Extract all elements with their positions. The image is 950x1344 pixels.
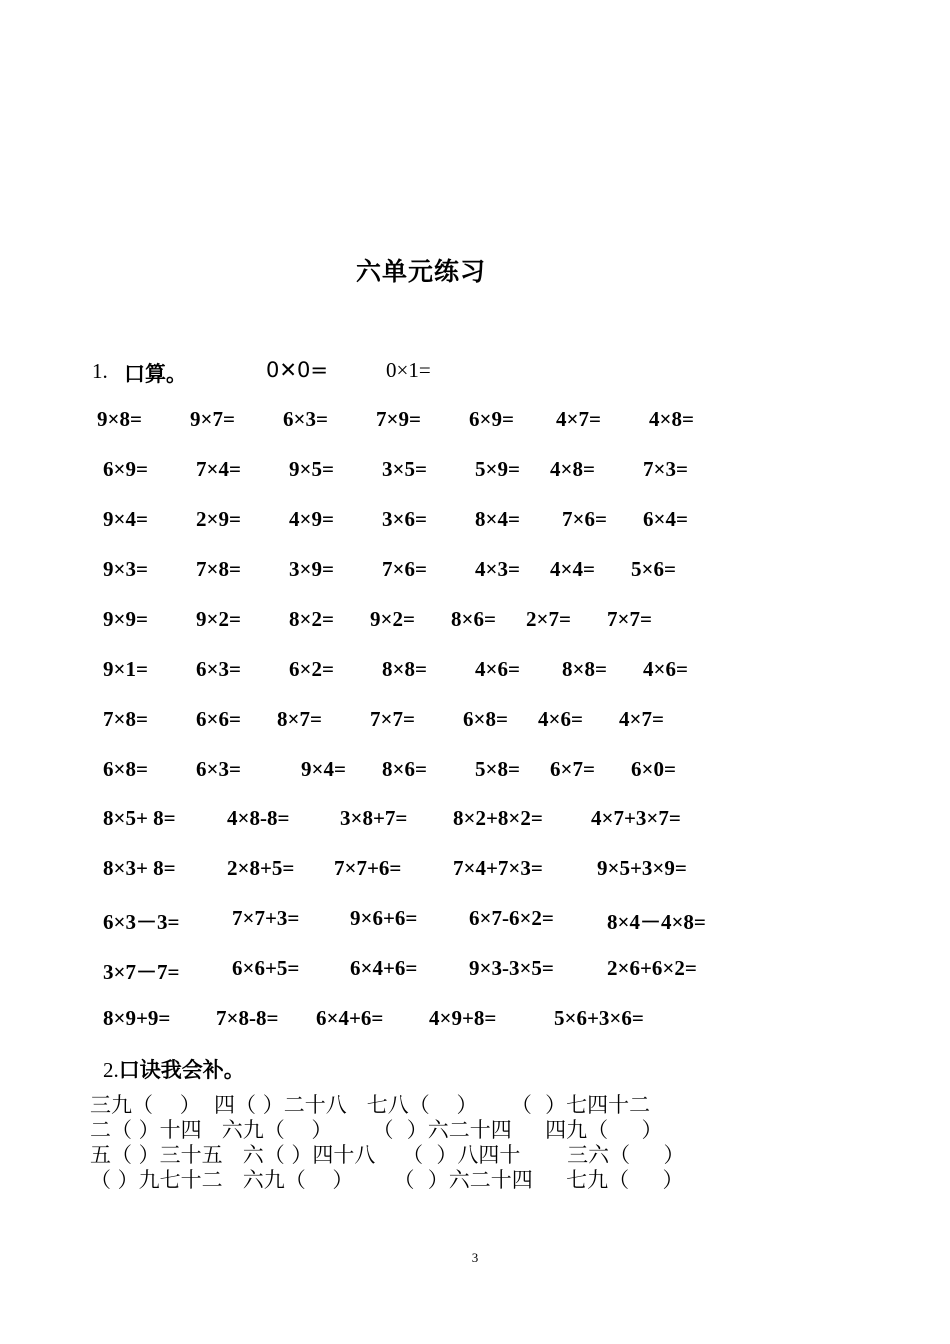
- problem: 6×6+5=: [232, 956, 300, 980]
- problem: 6×4+6=: [316, 1006, 384, 1030]
- problem: 9×4=: [301, 757, 346, 781]
- problem: 7×4=: [196, 457, 241, 481]
- problem: 6×7=: [550, 757, 595, 781]
- problem: 7×7+3=: [232, 906, 300, 930]
- problem: 8×3+ 8=: [103, 856, 176, 880]
- problem: 4×9=: [289, 507, 334, 531]
- problem: 9×3-3×5=: [469, 956, 554, 980]
- problem: 7×7=: [370, 707, 415, 731]
- problem: 4×7+3×7=: [591, 806, 681, 830]
- kou-line-3: 五（ ）三十五 六（ ）四十八 （ ）八四十 三六（ ）: [90, 1143, 685, 1167]
- problem: 6×8=: [463, 707, 508, 731]
- problem: 3×7－7=: [103, 960, 180, 984]
- problem: 7×8=: [103, 707, 148, 731]
- problem: 2×9=: [196, 507, 241, 531]
- problem: 2×7=: [526, 607, 571, 631]
- problem: 8×2=: [289, 607, 334, 631]
- problem: 4×8=: [649, 407, 694, 431]
- kou-line-1: 三九（ ） 四（ ）二十八 七八（ ） （ ）七四十二: [90, 1093, 651, 1117]
- problem: 4×6=: [475, 657, 520, 681]
- problem: 6×4+6=: [350, 956, 418, 980]
- problem: 7×4+7×3=: [453, 856, 543, 880]
- problem: 8×4=: [475, 507, 520, 531]
- problem: 9×6+6=: [350, 906, 418, 930]
- problem: 7×7=: [607, 607, 652, 631]
- problem: 6×7-6×2=: [469, 906, 554, 930]
- problem: 9×5=: [289, 457, 334, 481]
- problem: 4×6=: [643, 657, 688, 681]
- problem: 4×4=: [550, 557, 595, 581]
- problem: 5×6=: [631, 557, 676, 581]
- problem: 8×4－4×8=: [607, 910, 706, 934]
- problem: 6×2=: [289, 657, 334, 681]
- problem: 8×8=: [562, 657, 607, 681]
- problem: 6×3=: [196, 657, 241, 681]
- problem: 2×8+5=: [227, 856, 295, 880]
- problem: 3×8+7=: [340, 806, 408, 830]
- problem: 3×6=: [382, 507, 427, 531]
- problem: 8×9+9=: [103, 1006, 171, 1030]
- problem: 4×9+8=: [429, 1006, 497, 1030]
- problem: 9×5+3×9=: [597, 856, 687, 880]
- problem: 9×2=: [196, 607, 241, 631]
- kou-line-4: （ ）九七十二 六九（ ） （ ）六二十四 七九（ ）: [90, 1168, 684, 1192]
- problem: 6×3=: [196, 757, 241, 781]
- problem: 7×3=: [643, 457, 688, 481]
- problem: 3×5=: [382, 457, 427, 481]
- problem: 9×9=: [103, 607, 148, 631]
- problem: 4×6=: [538, 707, 583, 731]
- problem: 7×6=: [562, 507, 607, 531]
- problem: 6×9=: [469, 407, 514, 431]
- problem: 4×7=: [556, 407, 601, 431]
- problem: 6×9=: [103, 457, 148, 481]
- problem: 7×8-8=: [216, 1006, 279, 1030]
- problem: 9×1=: [103, 657, 148, 681]
- page-title: 六单元练习: [355, 257, 486, 286]
- problem: 7×8=: [196, 557, 241, 581]
- problem: 6×3－3=: [103, 910, 180, 934]
- problem: 9×7=: [190, 407, 235, 431]
- problem: 8×2+8×2=: [453, 806, 543, 830]
- problem: 7×9=: [376, 407, 421, 431]
- extra-problem-2: 0×1=: [386, 358, 431, 382]
- problem: 6×4=: [643, 507, 688, 531]
- problem: 8×6=: [451, 607, 496, 631]
- problem: 9×8=: [97, 407, 142, 431]
- problem: 7×7+6=: [334, 856, 402, 880]
- problem: 3×9=: [289, 557, 334, 581]
- problem: 5×9=: [475, 457, 520, 481]
- problem: 8×8=: [382, 657, 427, 681]
- page-number: 3: [471, 1250, 479, 1265]
- problem: 7×6=: [382, 557, 427, 581]
- problem: 8×7=: [277, 707, 322, 731]
- problem: 4×8=: [550, 457, 595, 481]
- problem: 4×8-8=: [227, 806, 290, 830]
- problem: 2×6+6×2=: [607, 956, 697, 980]
- problem: 9×3=: [103, 557, 148, 581]
- problem: 6×8=: [103, 757, 148, 781]
- extra-problem-1: 0✕0=: [266, 358, 328, 382]
- section1-label: 口算。: [124, 361, 187, 386]
- problem: 4×3=: [475, 557, 520, 581]
- problem: 9×4=: [103, 507, 148, 531]
- problem: 4×7=: [619, 707, 664, 731]
- kou-line-2: 二（ ）十四 六九（ ） （ ）六二十四 四九（ ）: [90, 1118, 663, 1142]
- problem: 5×6+3×6=: [554, 1006, 644, 1030]
- problem: 6×6=: [196, 707, 241, 731]
- problem: 8×5+ 8=: [103, 806, 176, 830]
- problem: 6×3=: [283, 407, 328, 431]
- problem: 6×0=: [631, 757, 676, 781]
- section1-number: 1.: [92, 359, 108, 383]
- problem: 9×2=: [370, 607, 415, 631]
- section2-heading: 2.口诀我会补。: [103, 1057, 245, 1082]
- problem: 5×8=: [475, 757, 520, 781]
- problem: 8×6=: [382, 757, 427, 781]
